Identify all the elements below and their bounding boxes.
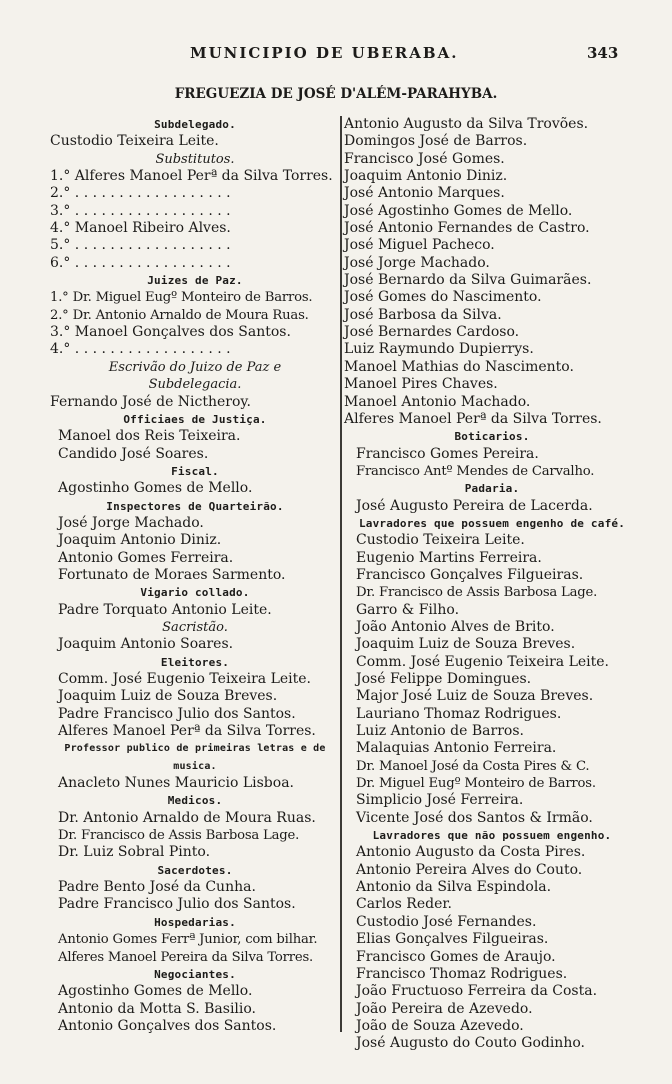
list-item: João Pereira de Azevedo. [356, 1000, 533, 1017]
section-heading: Boticarios. [454, 430, 530, 444]
list-item: Anacleto Nunes Mauricio Lisboa. [58, 775, 294, 792]
list-item: Dr. Francisco de Assis Barbosa Lage. [356, 585, 598, 601]
list-item: Custodio José Fernandes. [356, 913, 537, 930]
page-number: 343 [587, 44, 619, 62]
list-item: Manoel Antonio Machado. [344, 393, 531, 410]
section-heading: Fiscal. [171, 464, 219, 478]
list-item: 2.° . . . . . . . . . . . . . . . . . . [50, 185, 231, 202]
list-item: José Felippe Domingues. [356, 671, 532, 687]
section-heading: Lavradores que possuem engenho de café. [358, 516, 626, 530]
list-item: José Antonio Marques. [344, 185, 505, 202]
list-item: José Augusto Pereira de Lacerda. [356, 497, 593, 514]
list-item: Eugenio Martins Ferreira. [356, 549, 542, 566]
list-item: 3.° . . . . . . . . . . . . . . . . . . [50, 202, 231, 219]
list-item: 3.° Manoel Gonçalves dos Santos. [50, 324, 291, 341]
list-item: José Bernardes Cardoso. [344, 324, 520, 341]
section-heading: Vigario collado. [140, 586, 250, 600]
list-item: Manoel Mathias do Nascimento. [344, 358, 574, 375]
page-header [0, 44, 672, 68]
list-item: Antonio Gomes Ferreira. [58, 549, 234, 566]
section-heading: Sacristão. [162, 619, 228, 635]
list-item: Antonio Gonçalves dos Santos. [58, 1017, 277, 1034]
list-item: João de Souza Azevedo. [356, 1017, 524, 1034]
list-item: Francisco Gomes de Araujo. [356, 948, 556, 965]
list-item: José Jorge Machado. [58, 514, 204, 531]
right-column [342, 116, 642, 1053]
list-item: Alferes Manoel Perª da Silva Torres. [58, 723, 316, 740]
list-item: Francisco Thomaz Rodrigues. [356, 965, 568, 982]
list-item: Padre Francisco Julio dos Santos. [58, 705, 296, 722]
section-heading: Padaria. [464, 482, 520, 496]
section-heading: Inspectores de Quarteirão. [106, 499, 284, 513]
list-item: Carlos Reder. [356, 896, 452, 913]
list-item: Francisco José Gomes. [344, 150, 505, 167]
list-item: 6.° . . . . . . . . . . . . . . . . . . [50, 254, 231, 271]
section-heading: musica. [173, 760, 217, 772]
list-item: José Augusto do Couto Godinho. [356, 1035, 585, 1052]
list-item: Fernando José de Nictheroy. [50, 393, 251, 410]
list-item: Dr. Antonio Arnaldo de Moura Ruas. [58, 809, 316, 826]
list-item: Antonio da Silva Espindola. [356, 879, 552, 896]
list-item: Dr. Luiz Sobral Pinto. [58, 844, 211, 861]
list-item: Vicente José dos Santos & Irmão. [356, 809, 593, 826]
list-item: José Gomes do Nascimento. [344, 289, 542, 306]
list-item: José Miguel Pacheco. [344, 237, 495, 254]
list-item: José Barbosa da Silva. [344, 306, 502, 323]
list-item: 1.° Alferes Manoel Perª da Silva Torres. [50, 168, 333, 185]
section-heading: Subdelegacia. [148, 377, 242, 393]
list-item: Simplicio José Ferreira. [356, 792, 524, 809]
list-item: Alferes Manoel Pereira da Silva Torres. [58, 949, 314, 965]
list-item: Custodio Teixeira Leite. [356, 532, 525, 549]
list-item: João Fructuoso Ferreira da Costa. [356, 983, 598, 1000]
list-item: Dr. Miguel Eugº Monteiro de Barros. [356, 776, 596, 792]
list-item: 5.° . . . . . . . . . . . . . . . . . . [50, 237, 231, 254]
list-item: Major José Luiz de Souza Breves. [356, 688, 594, 705]
list-item: 2.° Dr. Antonio Arnaldo de Moura Ruas. [50, 307, 309, 323]
section-heading: Sacerdotes. [157, 863, 233, 877]
list-item: Antonio Augusto da Silva Trovões. [344, 116, 589, 132]
list-item: Malaquias Antonio Ferreira. [356, 740, 557, 757]
list-item: Francisco Antº Mendes de Carvalho. [356, 463, 595, 479]
section-title: FREGUEZIA DE JOSÉ D'ALÉM-PARAHYBA. [174, 86, 498, 102]
list-item: Luiz Raymundo Dupierrys. [344, 341, 534, 358]
section-heading: Professor publico de primeiras letras e de [64, 743, 326, 755]
section-heading: Subdelegado. [154, 118, 236, 131]
section-heading: Lavradores que não possuem engenho. [372, 829, 612, 843]
list-item: Manoel Pires Chaves. [344, 376, 498, 393]
list-item: Antonio da Motta S. Basilio. [58, 1000, 257, 1017]
list-item: Candido José Soares. [58, 445, 209, 462]
list-item: Dr. Manoel José da Costa Pires & C. [356, 758, 590, 774]
list-item: Joaquim Antonio Soares. [58, 636, 234, 653]
list-item: Antonio Gomes Ferrª Junior, com bilhar. [58, 932, 318, 948]
list-item: Joaquim Luiz de Souza Breves. [356, 636, 576, 653]
list-item: Garro & Filho. [356, 601, 460, 618]
list-item: Elias Gonçalves Filgueiras. [356, 931, 549, 948]
list-item: Padre Torquato Antonio Leite. [58, 601, 272, 618]
section-heading: Substitutos. [155, 151, 235, 167]
section-heading: Hospedarias. [154, 915, 236, 929]
list-item: Joaquim Antonio Diniz. [58, 532, 222, 549]
section-heading: Negociantes. [154, 967, 236, 981]
list-item: José Bernardo da Silva Guimarães. [344, 272, 592, 289]
list-item: João Antonio Alves de Brito. [356, 618, 555, 635]
list-item: 4.° Manoel Ribeiro Alves. [50, 220, 231, 237]
list-item: Luiz Antonio de Barros. [356, 723, 524, 740]
list-item: Dr. Francisco de Assis Barbosa Lage. [58, 828, 300, 844]
list-item: Agostinho Gomes de Mello. [58, 480, 253, 497]
list-item: Manoel dos Reis Teixeira. [58, 428, 241, 445]
list-item: 1.° Dr. Miguel Eugº Monteiro de Barros. [50, 290, 313, 306]
list-item: Francisco Gomes Pereira. [356, 445, 539, 462]
list-item: José Antonio Fernandes de Castro. [344, 220, 590, 237]
list-item: José Agostinho Gomes de Mello. [344, 202, 573, 219]
list-item: Custodio Teixeira Leite. [50, 133, 219, 150]
list-item: José Jorge Machado. [344, 254, 490, 271]
list-item: Fortunato de Moraes Sarmento. [58, 566, 286, 583]
list-item: Lauriano Thomaz Rodrigues. [356, 705, 562, 722]
list-item: Joaquim Luiz de Souza Breves. [58, 688, 278, 705]
section-heading: Medicos. [167, 794, 223, 808]
list-item: 4.° . . . . . . . . . . . . . . . . . . [50, 341, 231, 358]
section-heading: Officiaes de Justiça. [123, 412, 267, 426]
list-item: Comm. José Eugenio Teixeira Leite. [58, 671, 311, 687]
list-item: Padre Francisco Julio dos Santos. [58, 896, 296, 913]
list-item: Comm. José Eugenio Teixeira Leite. [356, 653, 609, 670]
page-title: MUNICIPIO DE UBERABA. [190, 44, 459, 62]
list-item: Domingos José de Barros. [344, 133, 528, 150]
left-column [48, 116, 342, 1035]
list-item: Antonio Pereira Alves do Couto. [356, 861, 583, 878]
list-item: Joaquim Antonio Diniz. [344, 168, 508, 185]
list-item: Agostinho Gomes de Mello. [58, 983, 253, 1000]
list-item: Antonio Augusto da Costa Pires. [356, 844, 586, 861]
list-item: Padre Bento José da Cunha. [58, 879, 256, 896]
section-heading: Juizes de Paz. [147, 274, 243, 288]
section-heading: Eleitores. [160, 655, 230, 669]
list-item: Francisco Gonçalves Filgueiras. [356, 566, 584, 583]
list-item: Alferes Manoel Perª da Silva Torres. [344, 410, 602, 427]
section-heading: Escrivão do Juizo de Paz e [108, 359, 282, 375]
